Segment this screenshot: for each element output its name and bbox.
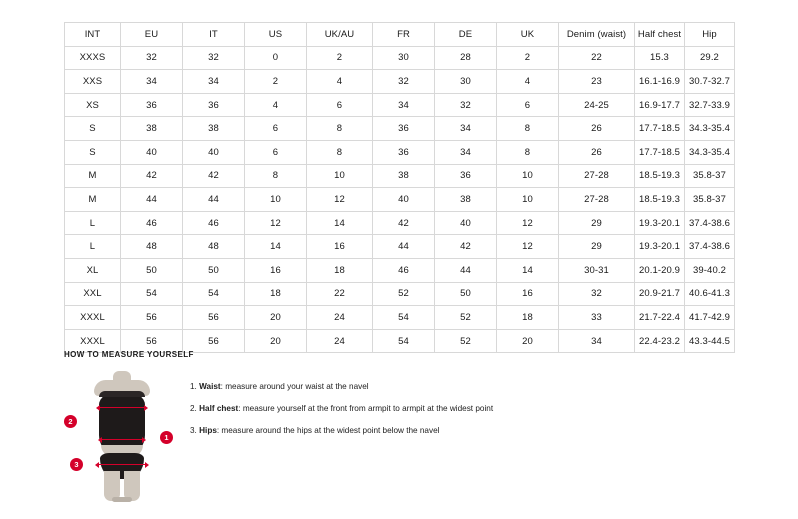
cell-it: 48 bbox=[183, 235, 245, 259]
cell-uk-au: 24 bbox=[307, 329, 373, 353]
cell-uk: 4 bbox=[497, 70, 559, 94]
mannequin-torso bbox=[99, 391, 145, 453]
cell-us: 8 bbox=[245, 164, 307, 188]
cell-int: XXXL bbox=[65, 306, 121, 330]
cell-denim-waist: 26 bbox=[559, 117, 635, 141]
table-row bbox=[65, 117, 735, 141]
table-row bbox=[65, 258, 735, 282]
marker-3-hips: 3 bbox=[70, 458, 83, 471]
cell-hip: 30.7-32.7 bbox=[685, 70, 735, 94]
table-row bbox=[65, 164, 735, 188]
cell-hip: 35.8-37 bbox=[685, 164, 735, 188]
table-row bbox=[65, 211, 735, 235]
mannequin-bodice-top bbox=[99, 391, 145, 397]
cell-denim-waist: 26 bbox=[559, 140, 635, 164]
cell-denim-waist: 27-28 bbox=[559, 164, 635, 188]
cell-eu: 48 bbox=[121, 235, 183, 259]
cell-de: 38 bbox=[435, 188, 497, 212]
how-to-measure-section bbox=[64, 350, 734, 504]
size-chart-table bbox=[64, 22, 735, 353]
cell-half-chest: 20.1-20.9 bbox=[635, 258, 685, 282]
cell-fr: 38 bbox=[373, 164, 435, 188]
cell-de: 42 bbox=[435, 235, 497, 259]
mannequin-illustration bbox=[86, 371, 158, 503]
table-row bbox=[65, 93, 735, 117]
cell-it: 56 bbox=[183, 329, 245, 353]
instruction-waist bbox=[190, 381, 493, 392]
cell-int: XXL bbox=[65, 282, 121, 306]
cell-int: XXXS bbox=[65, 46, 121, 70]
cell-fr: 40 bbox=[373, 188, 435, 212]
instruction-hips-term: Hips bbox=[199, 426, 217, 436]
cell-us: 14 bbox=[245, 235, 307, 259]
cell-it: 32 bbox=[183, 46, 245, 70]
cell-denim-waist: 34 bbox=[559, 329, 635, 353]
cell-us: 6 bbox=[245, 140, 307, 164]
cell-half-chest: 15.3 bbox=[635, 46, 685, 70]
instruction-half-chest-text: : measure yourself at the front from armpit to armpit at the widest point bbox=[238, 404, 494, 414]
cell-us: 12 bbox=[245, 211, 307, 235]
cell-int: S bbox=[65, 140, 121, 164]
cell-de: 30 bbox=[435, 70, 497, 94]
cell-de: 44 bbox=[435, 258, 497, 282]
cell-int: XXXL bbox=[65, 329, 121, 353]
instruction-hips-number: 3. bbox=[190, 426, 197, 436]
table-header bbox=[65, 23, 735, 47]
cell-fr: 32 bbox=[373, 70, 435, 94]
cell-fr: 52 bbox=[373, 282, 435, 306]
cell-it: 42 bbox=[183, 164, 245, 188]
cell-eu: 50 bbox=[121, 258, 183, 282]
cell-hip: 37.4-38.6 bbox=[685, 211, 735, 235]
hip-measure-arrow-icon bbox=[99, 464, 145, 465]
cell-fr: 36 bbox=[373, 140, 435, 164]
cell-uk: 20 bbox=[497, 329, 559, 353]
cell-uk-au: 10 bbox=[307, 164, 373, 188]
cell-denim-waist: 33 bbox=[559, 306, 635, 330]
cell-half-chest: 17.7-18.5 bbox=[635, 140, 685, 164]
cell-int: S bbox=[65, 117, 121, 141]
cell-uk: 8 bbox=[497, 140, 559, 164]
cell-de: 40 bbox=[435, 211, 497, 235]
cell-hip: 37.4-38.6 bbox=[685, 235, 735, 259]
cell-us: 2 bbox=[245, 70, 307, 94]
cell-it: 46 bbox=[183, 211, 245, 235]
cell-fr: 44 bbox=[373, 235, 435, 259]
mannequin-stand bbox=[112, 497, 132, 502]
cell-denim-waist: 23 bbox=[559, 70, 635, 94]
cell-eu: 32 bbox=[121, 46, 183, 70]
cell-it: 56 bbox=[183, 306, 245, 330]
cell-uk: 10 bbox=[497, 164, 559, 188]
waist-measure-arrow-icon bbox=[102, 439, 142, 440]
cell-us: 10 bbox=[245, 188, 307, 212]
column-header-half-chest: Half chest bbox=[635, 23, 685, 47]
cell-hip: 34.3-35.4 bbox=[685, 117, 735, 141]
cell-uk: 16 bbox=[497, 282, 559, 306]
column-header-int: INT bbox=[65, 23, 121, 47]
instruction-waist-term: Waist bbox=[199, 382, 221, 391]
cell-eu: 38 bbox=[121, 117, 183, 141]
cell-eu: 40 bbox=[121, 140, 183, 164]
cell-half-chest: 17.7-18.5 bbox=[635, 117, 685, 141]
cell-de: 50 bbox=[435, 282, 497, 306]
cell-us: 18 bbox=[245, 282, 307, 306]
cell-de: 28 bbox=[435, 46, 497, 70]
cell-hip: 41.7-42.9 bbox=[685, 306, 735, 330]
header-row bbox=[65, 23, 735, 47]
how-to-measure-body bbox=[64, 369, 734, 504]
cell-uk: 8 bbox=[497, 117, 559, 141]
cell-it: 44 bbox=[183, 188, 245, 212]
cell-uk-au: 8 bbox=[307, 117, 373, 141]
instruction-waist-number: 1. bbox=[190, 382, 197, 391]
cell-fr: 42 bbox=[373, 211, 435, 235]
cell-uk: 14 bbox=[497, 258, 559, 282]
cell-uk: 12 bbox=[497, 211, 559, 235]
cell-eu: 42 bbox=[121, 164, 183, 188]
cell-us: 6 bbox=[245, 117, 307, 141]
column-header-us: US bbox=[245, 23, 307, 47]
cell-denim-waist: 22 bbox=[559, 46, 635, 70]
marker-1-waist: 1 bbox=[160, 431, 173, 444]
cell-uk: 6 bbox=[497, 93, 559, 117]
cell-int: XL bbox=[65, 258, 121, 282]
cell-hip: 43.3-44.5 bbox=[685, 329, 735, 353]
column-header-denim-waist: Denim (waist) bbox=[559, 23, 635, 47]
cell-uk: 18 bbox=[497, 306, 559, 330]
instruction-half-chest-number: 2. bbox=[190, 404, 197, 414]
cell-us: 20 bbox=[245, 329, 307, 353]
column-header-hip: Hip bbox=[685, 23, 735, 47]
cell-fr: 34 bbox=[373, 93, 435, 117]
cell-eu: 46 bbox=[121, 211, 183, 235]
cell-denim-waist: 29 bbox=[559, 211, 635, 235]
cell-it: 40 bbox=[183, 140, 245, 164]
cell-uk-au: 18 bbox=[307, 258, 373, 282]
marker-2-half-chest: 2 bbox=[64, 415, 77, 428]
cell-fr: 54 bbox=[373, 329, 435, 353]
cell-denim-waist: 32 bbox=[559, 282, 635, 306]
cell-fr: 46 bbox=[373, 258, 435, 282]
cell-hip: 39-40.2 bbox=[685, 258, 735, 282]
how-to-measure-title: HOW TO MEASURE YOURSELF bbox=[64, 350, 194, 359]
cell-it: 34 bbox=[183, 70, 245, 94]
cell-de: 52 bbox=[435, 329, 497, 353]
cell-half-chest: 22.4-23.2 bbox=[635, 329, 685, 353]
table-row bbox=[65, 188, 735, 212]
table-row bbox=[65, 306, 735, 330]
cell-fr: 30 bbox=[373, 46, 435, 70]
cell-eu: 44 bbox=[121, 188, 183, 212]
size-chart-container bbox=[64, 22, 734, 353]
cell-denim-waist: 29 bbox=[559, 235, 635, 259]
cell-de: 52 bbox=[435, 306, 497, 330]
cell-half-chest: 19.3-20.1 bbox=[635, 211, 685, 235]
cell-it: 38 bbox=[183, 117, 245, 141]
cell-int: M bbox=[65, 188, 121, 212]
cell-half-chest: 16.1-16.9 bbox=[635, 70, 685, 94]
cell-de: 36 bbox=[435, 164, 497, 188]
instruction-hips-text: : measure around the hips at the widest point below the navel bbox=[216, 426, 440, 436]
cell-int: M bbox=[65, 164, 121, 188]
table-row bbox=[65, 70, 735, 94]
cell-hip: 29.2 bbox=[685, 46, 735, 70]
table-row bbox=[65, 235, 735, 259]
table-row bbox=[65, 282, 735, 306]
cell-uk: 2 bbox=[497, 46, 559, 70]
cell-hip: 34.3-35.4 bbox=[685, 140, 735, 164]
cell-de: 32 bbox=[435, 93, 497, 117]
instruction-waist-text: : measure around your waist at the navel bbox=[220, 382, 369, 391]
cell-uk-au: 22 bbox=[307, 282, 373, 306]
cell-us: 4 bbox=[245, 93, 307, 117]
cell-us: 20 bbox=[245, 306, 307, 330]
cell-int: L bbox=[65, 235, 121, 259]
cell-it: 50 bbox=[183, 258, 245, 282]
cell-half-chest: 20.9-21.7 bbox=[635, 282, 685, 306]
cell-hip: 40.6-41.3 bbox=[685, 282, 735, 306]
cell-hip: 32.7-33.9 bbox=[685, 93, 735, 117]
cell-us: 16 bbox=[245, 258, 307, 282]
cell-fr: 54 bbox=[373, 306, 435, 330]
cell-uk-au: 6 bbox=[307, 93, 373, 117]
cell-denim-waist: 30-31 bbox=[559, 258, 635, 282]
cell-uk-au: 8 bbox=[307, 140, 373, 164]
column-header-eu: EU bbox=[121, 23, 183, 47]
measurement-diagram bbox=[64, 369, 180, 504]
column-header-it: IT bbox=[183, 23, 245, 47]
cell-half-chest: 16.9-17.7 bbox=[635, 93, 685, 117]
column-header-de: DE bbox=[435, 23, 497, 47]
cell-uk: 12 bbox=[497, 235, 559, 259]
cell-eu: 34 bbox=[121, 70, 183, 94]
cell-eu: 56 bbox=[121, 329, 183, 353]
cell-int: XXS bbox=[65, 70, 121, 94]
instruction-half-chest-term: Half chest bbox=[199, 404, 239, 414]
cell-half-chest: 18.5-19.3 bbox=[635, 188, 685, 212]
cell-uk-au: 2 bbox=[307, 46, 373, 70]
cell-eu: 54 bbox=[121, 282, 183, 306]
cell-us: 0 bbox=[245, 46, 307, 70]
cell-denim-waist: 27-28 bbox=[559, 188, 635, 212]
instruction-half-chest bbox=[190, 403, 493, 414]
cell-it: 54 bbox=[183, 282, 245, 306]
cell-uk: 10 bbox=[497, 188, 559, 212]
cell-uk-au: 24 bbox=[307, 306, 373, 330]
column-header-uk-au: UK/AU bbox=[307, 23, 373, 47]
cell-de: 34 bbox=[435, 117, 497, 141]
table-row bbox=[65, 46, 735, 70]
cell-eu: 36 bbox=[121, 93, 183, 117]
table-row bbox=[65, 140, 735, 164]
cell-int: XS bbox=[65, 93, 121, 117]
half-chest-measure-arrow-icon bbox=[100, 407, 144, 408]
instruction-hips bbox=[190, 425, 493, 436]
cell-uk-au: 4 bbox=[307, 70, 373, 94]
cell-hip: 35.8-37 bbox=[685, 188, 735, 212]
cell-uk-au: 14 bbox=[307, 211, 373, 235]
cell-fr: 36 bbox=[373, 117, 435, 141]
cell-half-chest: 19.3-20.1 bbox=[635, 235, 685, 259]
cell-uk-au: 12 bbox=[307, 188, 373, 212]
cell-half-chest: 21.7-22.4 bbox=[635, 306, 685, 330]
cell-half-chest: 18.5-19.3 bbox=[635, 164, 685, 188]
table-body bbox=[65, 46, 735, 353]
cell-eu: 56 bbox=[121, 306, 183, 330]
measurement-instructions bbox=[180, 369, 493, 447]
cell-it: 36 bbox=[183, 93, 245, 117]
cell-denim-waist: 24-25 bbox=[559, 93, 635, 117]
cell-uk-au: 16 bbox=[307, 235, 373, 259]
cell-int: L bbox=[65, 211, 121, 235]
cell-de: 34 bbox=[435, 140, 497, 164]
column-header-uk: UK bbox=[497, 23, 559, 47]
column-header-fr: FR bbox=[373, 23, 435, 47]
